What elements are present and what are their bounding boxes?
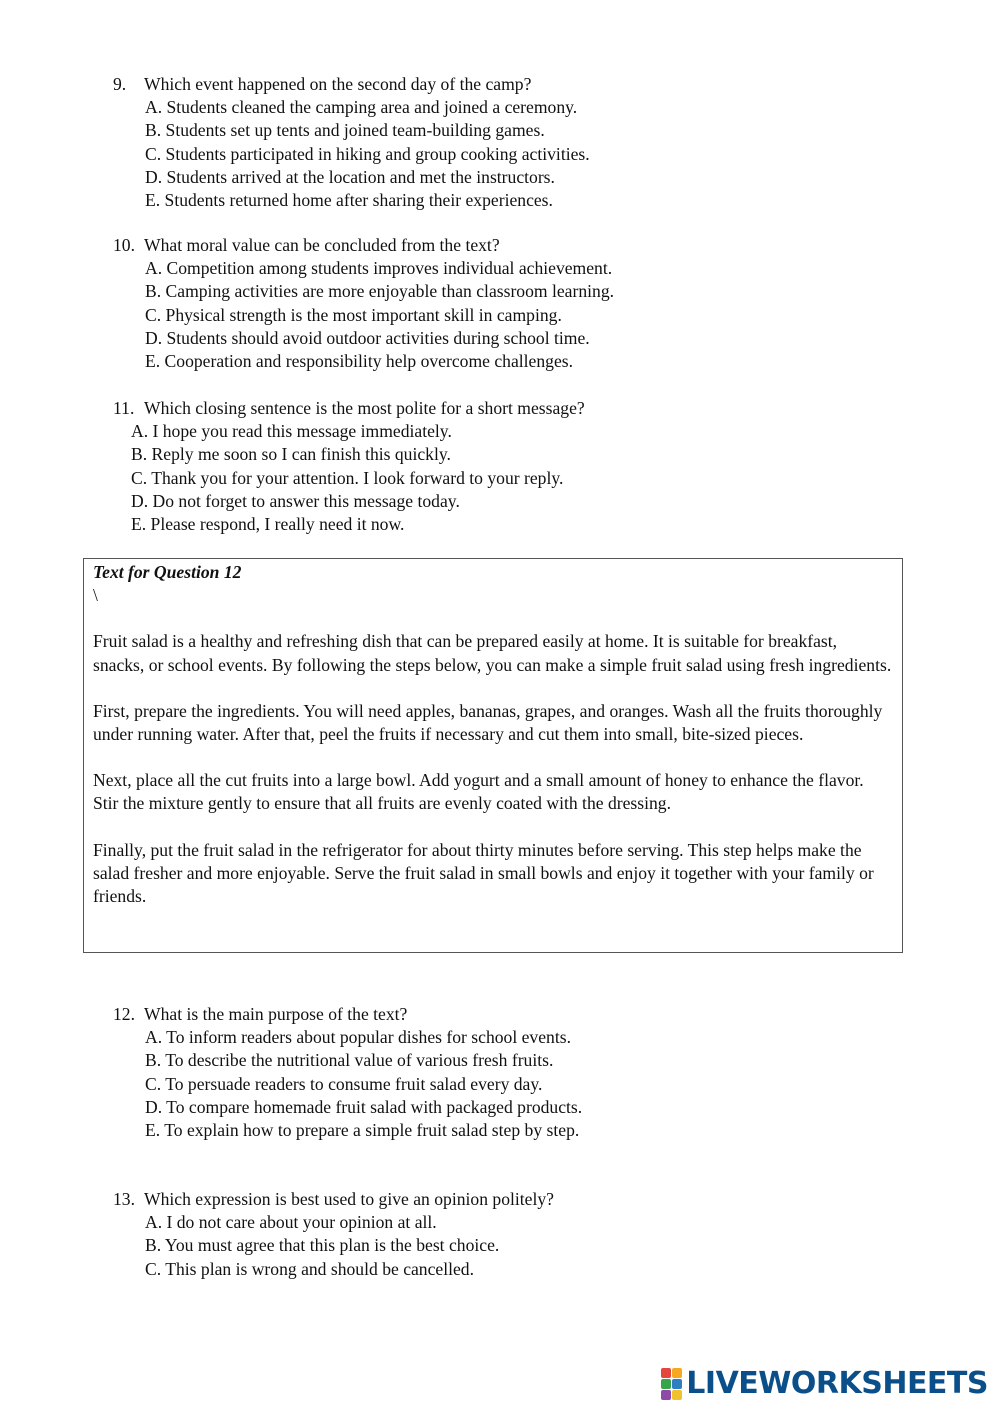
question-10-stem: What moral value can be concluded from the text? <box>144 235 500 255</box>
question-12-number: 12. <box>113 1004 135 1024</box>
question-10-option-e: E. Cooperation and responsibility help overcome challenges. <box>145 351 573 372</box>
question-11-number: 11. <box>113 398 135 418</box>
question-12-option-e: E. To explain how to prepare a simple fruit salad step by step. <box>145 1120 580 1141</box>
question-9-option-e: E. Students returned home after sharing their experiences. <box>145 190 553 211</box>
question-9-stem-line <box>113 73 913 96</box>
reading-text-paragraph-1: Fruit salad is a healthy and refreshing dish that can be prepared easily at home. It is suitable for breakfast, snacks, or school events. By following the steps below, you can make a simple fruit salad using fresh ingredients. <box>93 631 892 675</box>
logo-square <box>672 1390 682 1400</box>
question-13-stem: Which expression is best used to give an opinion politely? <box>144 1189 554 1209</box>
question-13-option-a: A. I do not care about your opinion at all. <box>145 1212 437 1233</box>
question-12-option-b: B. To describe the nutritional value of various fresh fruits. <box>145 1050 554 1071</box>
reading-text-title: Text for Question 12 <box>93 562 242 582</box>
question-13-option-c: C. This plan is wrong and should be cancelled. <box>145 1258 475 1279</box>
question-11-option-c: C. Thank you for your attention. I look forward to your reply. <box>131 467 564 488</box>
question-12-stem: What is the main purpose of the text? <box>144 1004 408 1024</box>
logo-square <box>661 1379 671 1389</box>
reading-text-paragraph-2: First, prepare the ingredients. You will need apples, bananas, grapes, and oranges. Wash all the fruits thoroughly under running water. After that, peel the fruits if necessary and cut them into small, bite-sized pieces. <box>93 700 883 745</box>
liveworksheets-logo-icon <box>661 1368 682 1400</box>
question-11-stem-line <box>113 397 913 420</box>
question-9-stem: Which event happened on the second day of the camp? <box>144 74 532 94</box>
question-13-stem-line <box>113 1188 913 1211</box>
question-10-option-c: C. Physical strength is the most important skill in camping. <box>145 304 562 325</box>
logo-square <box>661 1390 671 1400</box>
question-9 <box>113 73 913 212</box>
logo-square <box>661 1368 671 1378</box>
question-12-option-d: D. To compare homemade fruit salad with packaged products. <box>145 1096 583 1117</box>
question-10-number: 10. <box>113 235 135 255</box>
reading-text-paragraph-4: Finally, put the fruit salad in the refrigerator for about thirty minutes before serving. This step helps make the salad fresher and more enjoyable. Serve the fruit salad in small bowls and enjoy it together with your family or friends. <box>93 839 874 907</box>
question-12-stem-line <box>113 1003 913 1026</box>
liveworksheets-logo-text: LIVEWORKSHEETS <box>686 1366 988 1401</box>
question-13-number: 13. <box>113 1189 135 1209</box>
question-11-option-a: A. I hope you read this message immediately. <box>131 421 452 442</box>
question-13 <box>113 1188 913 1281</box>
question-9-option-c: C. Students participated in hiking and group cooking activities. <box>145 143 590 164</box>
question-12-option-a: A. To inform readers about popular dishes for school events. <box>145 1027 571 1048</box>
question-11-stem: Which closing sentence is the most polite for a short message? <box>144 398 585 418</box>
question-11-option-d: D. Do not forget to answer this message today. <box>131 490 460 511</box>
question-10-stem-line <box>113 234 913 257</box>
question-12 <box>113 1003 913 1142</box>
reading-text-box <box>83 558 903 953</box>
question-9-option-a: A. Students cleaned the camping area and joined a ceremony. <box>145 97 578 118</box>
question-11-option-b: B. Reply me soon so I can finish this quickly. <box>131 444 451 465</box>
question-9-option-b: B. Students set up tents and joined team-building games. <box>145 120 545 141</box>
question-10-option-b: B. Camping activities are more enjoyable than classroom learning. <box>145 281 615 302</box>
question-11-option-e: E. Please respond, I really need it now. <box>131 514 405 535</box>
question-10 <box>113 234 913 373</box>
question-13-option-b: B. You must agree that this plan is the best choice. <box>145 1235 500 1256</box>
question-11 <box>113 397 913 536</box>
question-9-option-d: D. Students arrived at the location and met the instructors. <box>145 166 555 187</box>
logo-square <box>672 1368 682 1378</box>
question-12-option-c: C. To persuade readers to consume fruit salad every day. <box>145 1073 543 1094</box>
liveworksheets-logo <box>661 1368 988 1400</box>
reading-text-paragraph-3: Next, place all the cut fruits into a large bowl. Add yogurt and a small amount of honey to enhance the flavor. Stir the mixture gently to ensure that all fruits are evenly coated with the dressing. <box>93 770 864 814</box>
logo-square <box>672 1379 682 1389</box>
question-9-number: 9. <box>113 74 127 94</box>
question-10-option-a: A. Competition among students improves individual achievement. <box>145 258 613 279</box>
reading-text-stray-mark: \ <box>93 585 98 606</box>
question-10-option-d: D. Students should avoid outdoor activities during school time. <box>145 327 590 348</box>
